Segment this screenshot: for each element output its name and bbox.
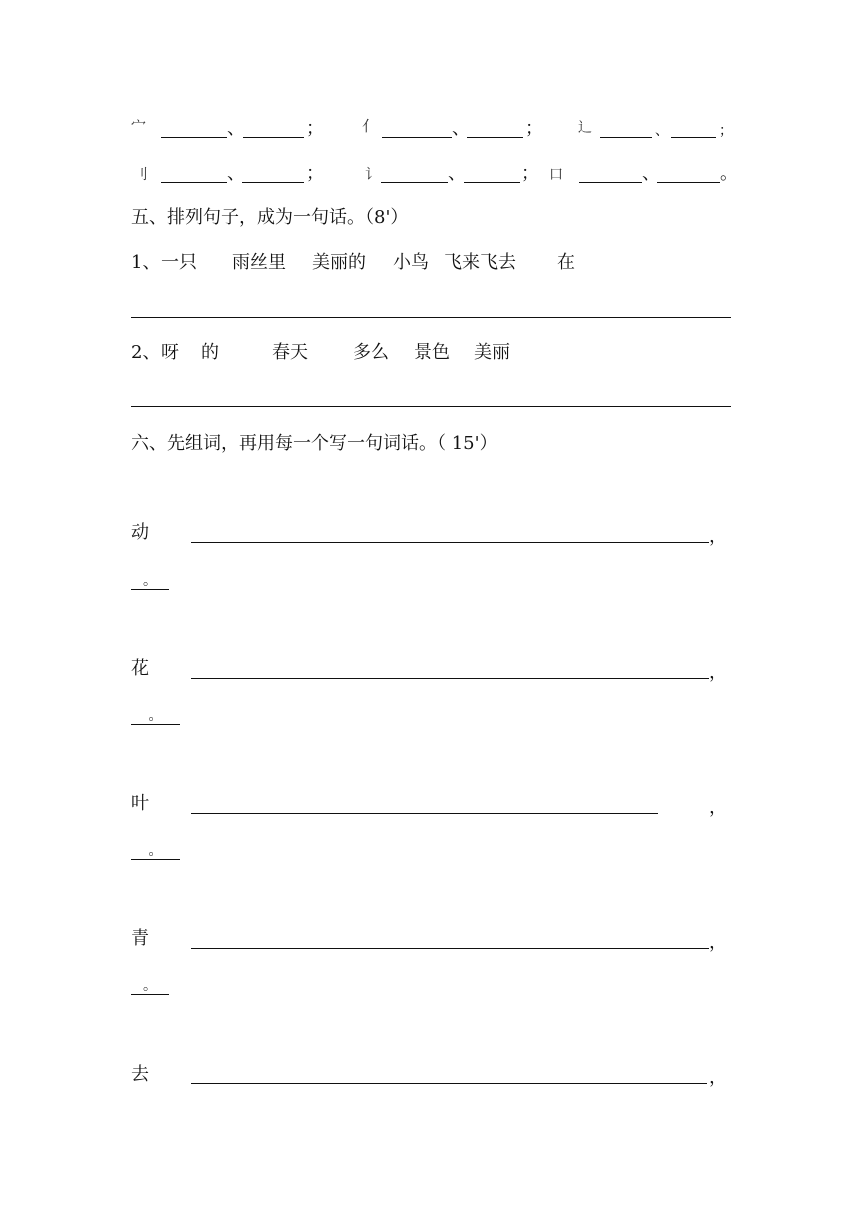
section-heading-5: 五、排列句子，成为一句话。（8'） <box>131 207 409 228</box>
comma: ， <box>709 932 727 953</box>
separator: 、 <box>452 118 470 139</box>
answer-blank[interactable] <box>242 182 304 183</box>
answer-blank[interactable] <box>382 137 452 138</box>
radical-label: 刂 <box>134 167 148 183</box>
prompt-char: 去 <box>131 1064 149 1085</box>
separator: 、 <box>655 123 669 139</box>
separator: 、 <box>227 163 245 184</box>
question-number: 2、 <box>131 342 161 363</box>
word-chip: 小鸟 <box>393 252 429 273</box>
answer-blank[interactable] <box>671 137 716 138</box>
prompt-char: 青 <box>131 928 149 949</box>
period: 。 <box>143 573 157 589</box>
answer-blank[interactable] <box>381 182 448 183</box>
word-chip: 飞来飞去 <box>444 252 516 273</box>
separator: 、 <box>642 163 660 184</box>
semicolon: ； <box>525 118 543 139</box>
semicolon: ； <box>306 118 324 139</box>
word-chip: 呀 <box>161 342 179 363</box>
answer-blank[interactable] <box>600 137 652 138</box>
comma: ， <box>709 1067 727 1088</box>
period: 。 <box>143 978 157 994</box>
comma: ， <box>709 797 727 818</box>
answer-line[interactable] <box>131 406 731 407</box>
sentence-end-blank[interactable] <box>131 573 169 590</box>
word-chip: 在 <box>557 252 575 273</box>
sentence-line[interactable] <box>191 1083 707 1084</box>
answer-line[interactable] <box>131 317 731 318</box>
separator: 、 <box>227 118 245 139</box>
semicolon: ； <box>521 163 539 184</box>
word-chip: 春天 <box>272 342 308 363</box>
word-chip: 景色 <box>414 342 450 363</box>
separator: 、 <box>448 163 466 184</box>
comma: ， <box>709 662 727 683</box>
semicolon: ； <box>719 123 733 139</box>
radical-label: 讠 <box>365 167 379 183</box>
question-number: 1、 <box>131 252 161 273</box>
answer-blank[interactable] <box>161 182 227 183</box>
prompt-char: 动 <box>131 522 149 543</box>
answer-blank[interactable] <box>243 137 304 138</box>
sentence-end-blank[interactable] <box>131 708 180 725</box>
answer-blank[interactable] <box>464 182 520 183</box>
prompt-char: 叶 <box>131 793 149 814</box>
period: 。 <box>148 843 163 859</box>
answer-blank[interactable] <box>161 137 227 138</box>
semicolon: ； <box>306 163 324 184</box>
word-chip: 一只 <box>161 252 197 273</box>
sentence-line[interactable] <box>191 678 709 679</box>
radical-label: 亻 <box>362 117 378 135</box>
sentence-end-blank[interactable] <box>131 843 180 860</box>
period: 。 <box>720 163 738 184</box>
sentence-line[interactable] <box>191 542 709 543</box>
word-chip: 的 <box>201 342 219 363</box>
word-chip: 美丽 <box>474 342 510 363</box>
radical-label: 宀 <box>131 117 147 135</box>
word-chip: 美丽的 <box>312 252 366 273</box>
period: 。 <box>148 708 163 724</box>
radical-label: 口 <box>549 167 563 183</box>
sentence-end-blank[interactable] <box>131 978 169 995</box>
answer-blank[interactable] <box>579 182 642 183</box>
prompt-char: 花 <box>131 658 149 679</box>
sentence-line[interactable] <box>191 813 658 814</box>
comma: ， <box>709 526 727 547</box>
word-chip: 雨丝里 <box>232 252 286 273</box>
word-chip: 多么 <box>353 342 389 363</box>
answer-blank[interactable] <box>467 137 523 138</box>
section-heading-6: 六、先组词，再用每一个写一句词话。（ 15'） <box>131 433 498 454</box>
sentence-line[interactable] <box>191 948 709 949</box>
radical-label: 辶 <box>578 120 592 136</box>
answer-blank[interactable] <box>657 182 720 183</box>
